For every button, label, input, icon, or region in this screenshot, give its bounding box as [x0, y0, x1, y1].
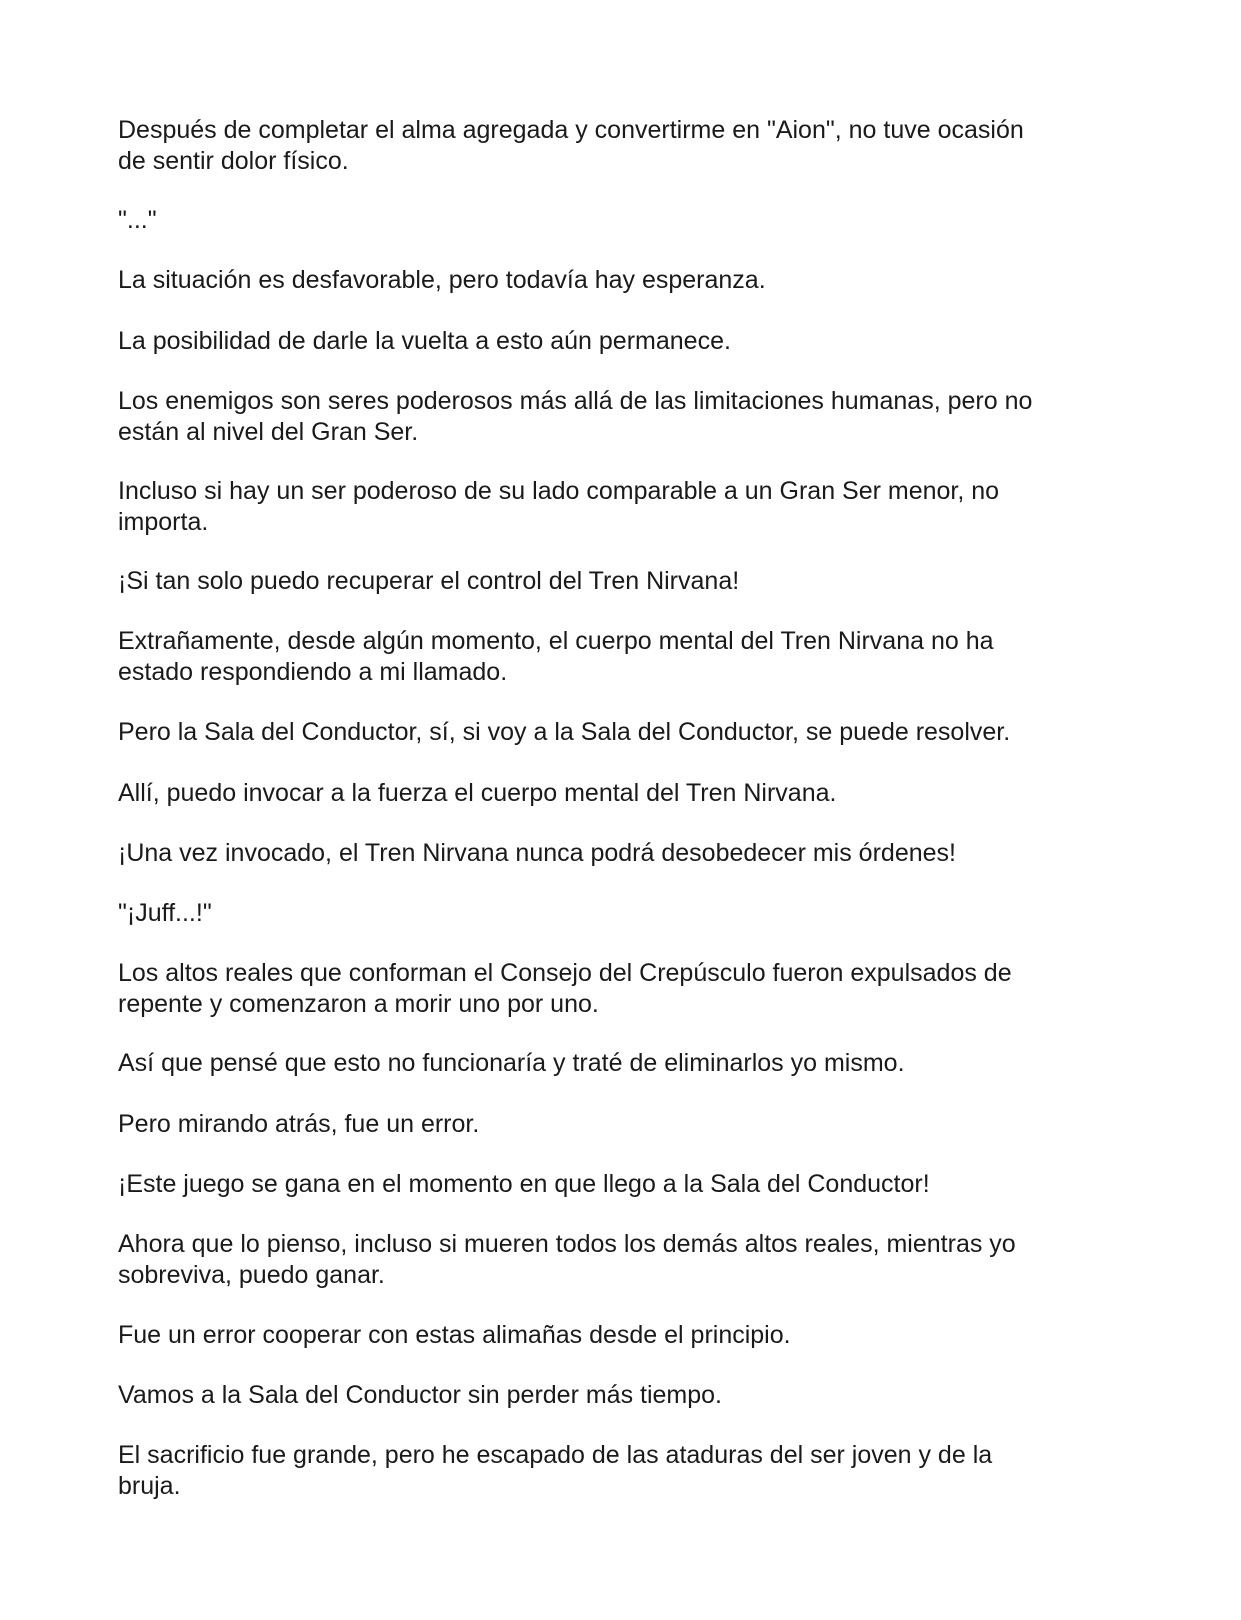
- paragraph-6: Incluso si hay un ser poderoso de su lado comparable a un Gran Ser menor, no importa.: [118, 477, 1000, 536]
- paragraph-13: Los altos reales que conforman el Consejo del Crepúsculo fueron expulsados de repente y comenzaron a morir uno por uno.: [118, 959, 1012, 1018]
- paragraph-11: ¡Una vez invocado, el Tren Nirvana nunca podrá desobedecer mis órdenes!: [118, 839, 956, 867]
- paragraph-3: La situación es desfavorable, pero todavía hay esperanza.: [118, 266, 766, 294]
- paragraph-16: ¡Este juego se gana en el momento en que llego a la Sala del Conductor!: [118, 1170, 930, 1198]
- paragraph-12: "¡Juff...!": [118, 899, 212, 927]
- paragraph-1: Después de completar el alma agregada y convertirme en "Aion", no tuve ocasión de sentir dolor físico.: [118, 116, 1024, 175]
- paragraph-5: Los enemigos son seres poderosos más allá de las limitaciones humanas, pero no están al nivel del Gran Ser.: [118, 387, 1033, 446]
- paragraph-17: Ahora que lo pienso, incluso si mueren todos los demás altos reales, mientras yo sobreviva, puedo ganar.: [118, 1230, 1016, 1289]
- paragraph-8: Extrañamente, desde algún momento, el cuerpo mental del Tren Nirvana no ha estado respondiendo a mi llamado.: [118, 627, 994, 686]
- paragraph-20: El sacrificio fue grande, pero he escapado de las ataduras del ser joven y de la bruja.: [118, 1441, 993, 1500]
- paragraph-10: Allí, puedo invocar a la fuerza el cuerpo mental del Tren Nirvana.: [118, 779, 837, 807]
- paragraph-19: Vamos a la Sala del Conductor sin perder más tiempo.: [118, 1381, 723, 1409]
- paragraph-2: "...": [118, 206, 157, 234]
- paragraph-9: Pero la Sala del Conductor, sí, si voy a la Sala del Conductor, se puede resolver.: [118, 718, 1011, 746]
- paragraph-7: ¡Si tan solo puedo recuperar el control del Tren Nirvana!: [118, 567, 740, 595]
- paragraph-14: Así que pensé que esto no funcionaría y traté de eliminarlos yo mismo.: [118, 1049, 905, 1077]
- paragraph-18: Fue un error cooperar con estas alimañas desde el principio.: [118, 1321, 791, 1349]
- paragraph-15: Pero mirando atrás, fue un error.: [118, 1110, 480, 1138]
- paragraph-4: La posibilidad de darle la vuelta a esto aún permanece.: [118, 327, 731, 355]
